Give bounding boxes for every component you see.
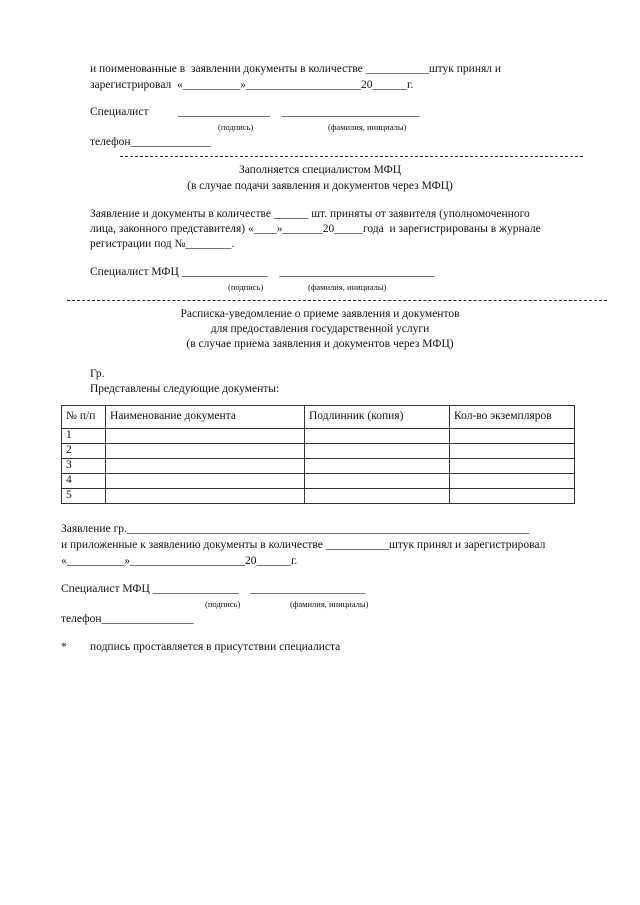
receipt-citizen: Гр. <box>90 368 105 380</box>
top-signature-caption: (подпись) <box>218 122 254 132</box>
footnote-mark: * <box>61 641 67 653</box>
table-cell <box>450 474 575 489</box>
table-row <box>62 459 575 474</box>
table-cell <box>305 489 450 504</box>
row-number: 3 <box>62 459 106 474</box>
table-cell <box>305 459 450 474</box>
table-row <box>62 429 575 444</box>
mfc-heading-1: Заполняется специалистом МФЦ <box>238 164 402 176</box>
top-name-caption: (фамилия, инициалы) <box>328 122 407 132</box>
top-specialist-label: Специалист <box>90 106 149 118</box>
mfc-heading-2: (в случае подачи заявления и документов через МФЦ) <box>187 180 453 192</box>
footnote-text: подпись проставляется в присутствии специалиста <box>90 641 341 653</box>
mfc-paragraph-2: лица, законного представителя) «____»_______20_____года и зарегистрированы в журнале <box>90 223 541 235</box>
table-row <box>62 444 575 459</box>
receipt-signature-caption: (подпись) <box>205 599 241 609</box>
top-line-2: зарегистрировал «__________»____________________20______г. <box>90 79 414 91</box>
table-header: Наименование документа <box>106 406 305 429</box>
table-cell <box>450 444 575 459</box>
statement-line-2: и приложенные к заявлению документы в количестве ___________штук принял и зарегистрировал <box>61 539 546 551</box>
table-header-row <box>62 406 575 429</box>
top-line-1: и поименованные в заявлении документы в количестве ___________штук принял и <box>90 63 502 75</box>
row-number: 5 <box>62 489 106 504</box>
mfc-paragraph-1: Заявление и документы в количестве ______ шт. приняты от заявителя (уполномоченного <box>90 208 530 220</box>
row-number: 2 <box>62 444 106 459</box>
separator-line <box>120 156 583 157</box>
receipt-docs-intro: Представлены следующие документы: <box>90 383 280 395</box>
mfc-specialist-line: Специалист МФЦ _______________ ___________________________ <box>90 266 435 278</box>
receipt-title-3: (в случае приема заявления и документов через МФЦ) <box>186 338 454 350</box>
top-specialist-blanks: ________________ ________________________ <box>178 106 420 118</box>
statement-line-3: «__________»____________________20______г. <box>61 555 298 567</box>
table-cell <box>450 459 575 474</box>
table-cell <box>106 459 305 474</box>
mfc-paragraph-3: регистрации под №________. <box>90 238 235 250</box>
receipt-title-2: для предоставления государственной услуги <box>210 323 430 335</box>
table-header: Кол-во экземпляров <box>450 406 575 429</box>
table-cell <box>305 429 450 444</box>
table-cell <box>106 489 305 504</box>
table-cell <box>450 489 575 504</box>
receipt-name-caption: (фамилия, инициалы) <box>290 599 369 609</box>
documents-table <box>61 405 575 504</box>
table-cell <box>106 474 305 489</box>
row-number: 4 <box>62 474 106 489</box>
receipt-specialist-line: Специалист МФЦ _______________ ____________________ <box>61 583 366 595</box>
table-cell <box>106 444 305 459</box>
top-phone: телефон______________ <box>90 136 211 148</box>
mfc-name-caption: (фамилия, инициалы) <box>308 282 387 292</box>
mfc-signature-caption: (подпись) <box>228 282 264 292</box>
table-row <box>62 489 575 504</box>
table-cell <box>305 444 450 459</box>
receipt-phone: телефон________________ <box>61 613 194 625</box>
table-header: № п/п <box>62 406 106 429</box>
table-row <box>62 474 575 489</box>
statement-line-1: Заявление гр.______________________________________________________________________ <box>61 523 530 535</box>
table-cell <box>450 429 575 444</box>
row-number: 1 <box>62 429 106 444</box>
table-header: Подлинник (копия) <box>305 406 450 429</box>
separator-line <box>67 300 607 301</box>
table-cell <box>305 474 450 489</box>
receipt-title-1: Расписка-уведомление о приеме заявления и документов <box>180 308 460 320</box>
table-cell <box>106 429 305 444</box>
